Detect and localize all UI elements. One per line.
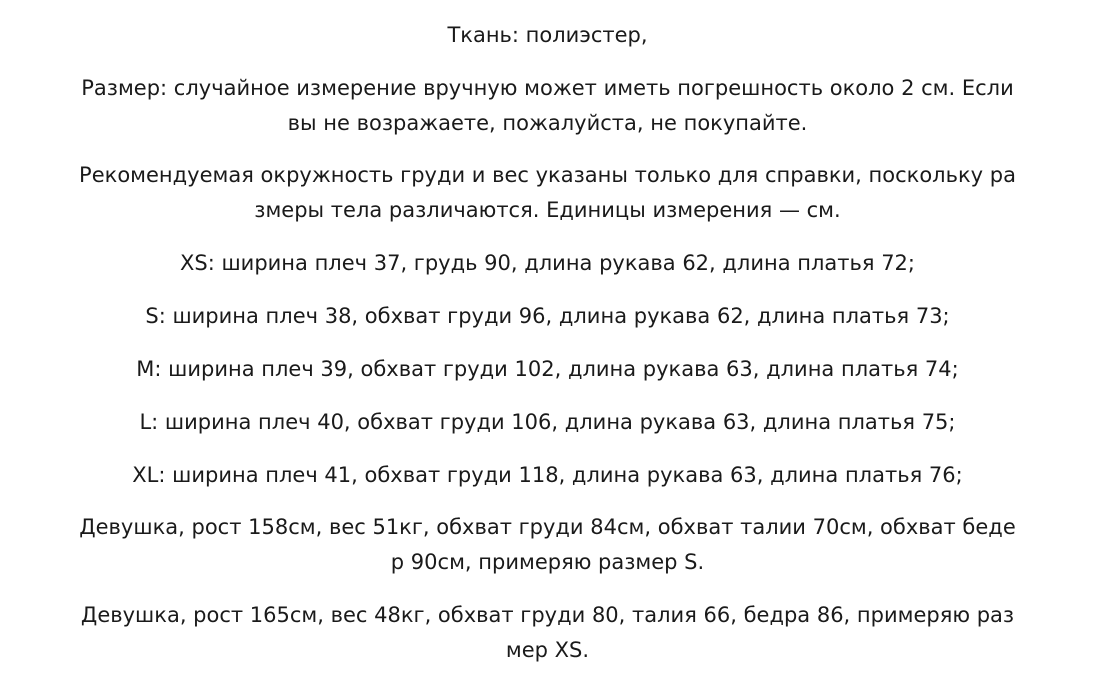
size-s-measurements: S: ширина плеч 38, обхват груди 96, длина рукава 62, длина платья 73; xyxy=(145,304,950,328)
reference-note: Рекомендуемая окружность груди и вес указаны только для справки, поскольку размеры тела различаются. Единицы измерения — см. xyxy=(79,163,1016,222)
size-disclaimer: Размер: случайное измерение вручную может иметь погрешность около 2 см. Если вы не возражаете, пожалуйста, не покупайте. xyxy=(81,76,1014,135)
size-l-measurements: L: ширина плеч 40, обхват груди 106, длина рукава 63, длина платья 75; xyxy=(139,410,956,434)
model-1-info: Девушка, рост 158см, вес 51кг, обхват груди 84см, обхват талии 70см, обхват бедер 90см, примеряю размер S. xyxy=(79,515,1016,574)
size-xl-measurements: XL: ширина плеч 41, обхват груди 118, длина рукава 63, длина платья 76; xyxy=(132,463,963,487)
size-xs-measurements: XS: ширина плеч 37, грудь 90, длина рукава 62, длина платья 72; xyxy=(179,251,915,275)
model-2-info: Девушка, рост 165см, вес 48кг, обхват груди 80, талия 66, бедра 86, примеряю размер XS. xyxy=(80,603,1015,662)
size-m-measurements: M: ширина плеч 39, обхват груди 102, длина рукава 63, длина платья 74; xyxy=(136,357,959,381)
fabric-line: Ткань: полиэстер, xyxy=(447,23,648,47)
